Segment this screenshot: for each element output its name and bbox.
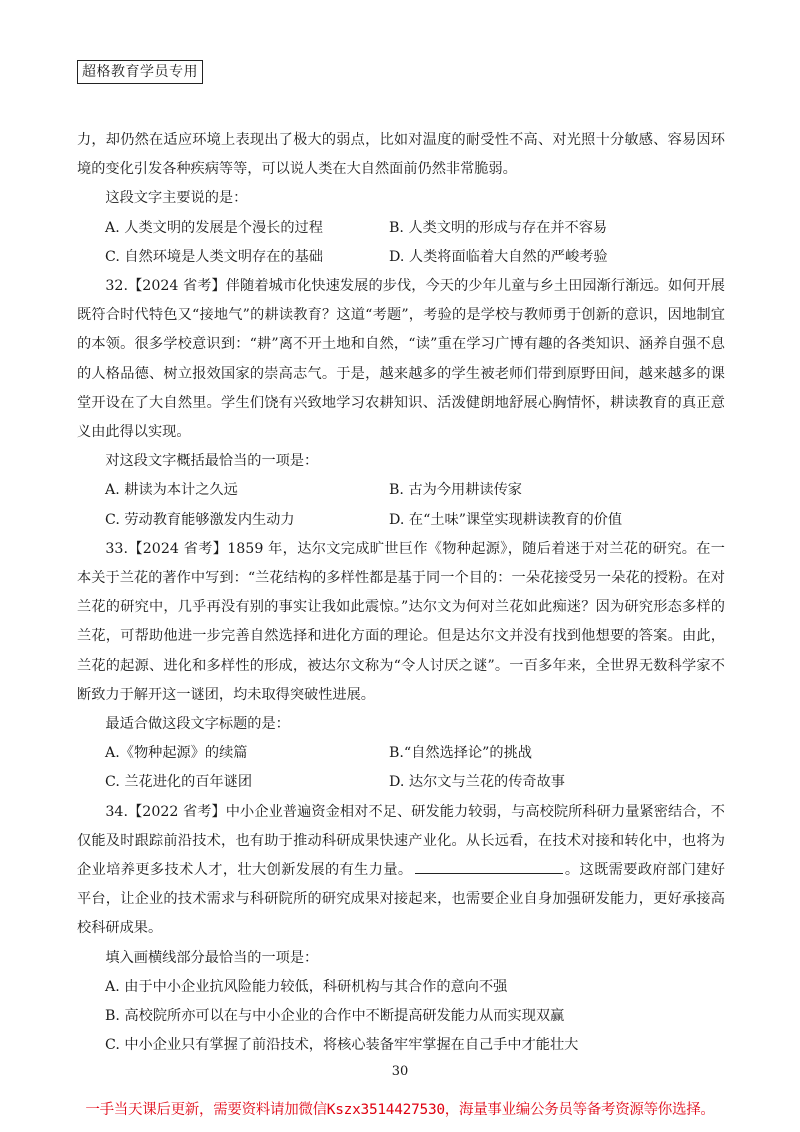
question-34-text-after: 。这既需要政府部门建好平台，让企业的技术需求与科研院所的研究成果对接起来，也需要企业自身加强研发能力，更好承接高校科研成果。 <box>77 862 725 937</box>
option-b: B. 人类文明的形成与存在并不容易 <box>389 219 608 236</box>
watermark-stamp: 超格教育学员专用 <box>77 60 203 84</box>
fill-in-blank <box>415 859 563 874</box>
option-b: B. 高校院所亦可以在与中小企业的合作中不断提高研发能力从而实现双赢 <box>105 1008 565 1025</box>
option-c: C. 自然环境是人类文明存在的基础 <box>105 248 323 265</box>
document-body <box>77 126 725 1061</box>
option-c: C. 劳动教育能够激发内生动力 <box>105 511 295 528</box>
option-b: B.“自然选择论”的挑战 <box>389 745 532 762</box>
option-d: D. 人类将面临着大自然的严峻考验 <box>389 248 608 265</box>
option-a: A. 由于中小企业抗风险能力较低，科研机构与其合作的意向不强 <box>105 978 508 995</box>
option-c: C. 中小企业只有掌握了前沿技术，将核心装备牢牢掌握在自己手中才能壮大 <box>105 1037 579 1054</box>
question-32-options <box>105 476 725 534</box>
question-34-passage <box>77 798 725 944</box>
footer-banner: 一手当天课后更新，需要资料请加微信Kszx3514427530，海量事业编公务员等备考资源等你选择。 <box>85 1102 715 1118</box>
option-d: D. 达尔文与兰花的传奇故事 <box>389 774 565 791</box>
option-b: B. 古为今用耕读传家 <box>389 482 522 499</box>
intro-options <box>105 214 725 272</box>
option-c: C. 兰花进化的百年谜团 <box>105 774 253 791</box>
option-d: D. 在“土味”课堂实现耕读教育的价值 <box>389 511 623 528</box>
question-32-passage: 32.【2024 省考】伴随着城市化快速发展的步伐，今天的少年儿童与乡土田园渐行渐远。如何开展既符合时代特色又“接地气”的耕读教育？这道“考题”，考验的是学校与教师勇于创新的意识，因地制宜的本领。很多学校意识到：“耕”离不开土地和自然，“读”重在学习广博有趣的各类知识、涵养自强不息的人格品德、树立报效国家的崇高志气。于是，越来越多的学生被老师们带到原野田间，越来越多的课堂开设在了大自然里。学生们饶有兴致地学习农耕知识、活泼健朗地舒展心胸情怀，耕读教育的真正意义由此得以实现。 <box>77 278 725 441</box>
question-34-prompt: 填入画横线部分最恰当的一项是： <box>105 949 319 966</box>
question-33-prompt: 最适合做这段文字标题的是： <box>105 716 290 733</box>
intro-passage: 力，却仍然在适应环境上表现出了极大的弱点，比如对温度的耐受性不高、对光照十分敏感、容易因环境的变化引发各种疾病等等，可以说人类在大自然面前仍然非常脆弱。 <box>77 132 725 178</box>
question-33-options <box>105 739 725 797</box>
intro-prompt: 这段文字主要说的是： <box>105 190 248 207</box>
question-34-text-before: 34.【2022 省考】中小企业普遍资金相对不足、研发能力较弱，与高校院所科研力量紧密结合，不仅能及时跟踪前沿技术，也有助于推动科研成果快速产业化。从长远看，在技术对接和转化中，也将为企业培养更多技术人才，壮大创新发展的有生力量。 <box>77 803 725 879</box>
option-a: A. 人类文明的发展是个漫长的过程 <box>105 219 323 236</box>
page-number: 30 <box>391 1064 409 1079</box>
option-a: A.《物种起源》的续篇 <box>105 745 248 762</box>
option-a: A. 耕读为本计之久远 <box>105 482 238 499</box>
question-34-options <box>105 973 725 1061</box>
question-33-passage: 33.【2024 省考】1859 年，达尔文完成旷世巨作《物种起源》，随后着迷于对兰花的研究。在一本关于兰花的著作中写到：“兰花结构的多样性都是基于同一个目的：一朵花接受另一朵花的授粉。在对兰花的研究中，几乎再没有别的事实让我如此震惊。”达尔文为何对兰花如此痴迷？因为研究形态多样的兰花，可帮助他进一步完善自然选择和进化方面的理论。但是达尔文并没有找到他想要的答案。由此，兰花的起源、进化和多样性的形成，被达尔文称为“令人讨厌之谜”。一百多年来，全世界无数科学家不断致力于解开这一谜团，均未取得突破性进展。 <box>77 540 725 703</box>
question-32-prompt: 对这段文字概括最恰当的一项是： <box>105 453 319 470</box>
